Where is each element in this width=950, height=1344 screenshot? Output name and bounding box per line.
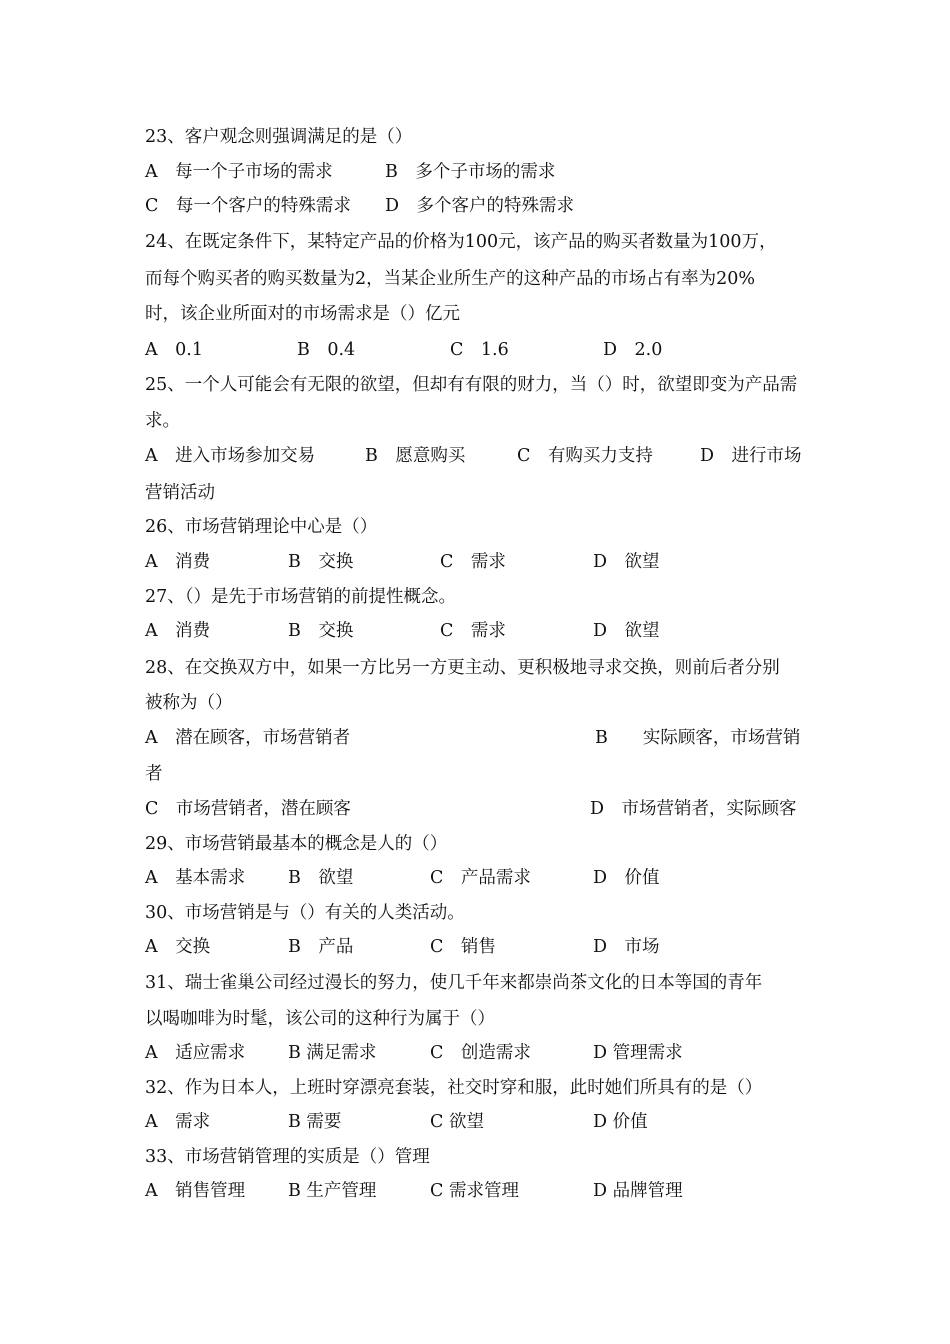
question-28-stem-line-1: 28、在交换双方中，如果一方比另一方更主动、更积极地寻求交换，则前后者分别 [145, 658, 780, 678]
question-28-option-b-continued: 者 [145, 764, 163, 784]
question-28-stem-line-2: 被称为（） [145, 693, 233, 713]
question-27-option-d: D 欲望 [593, 621, 660, 641]
question-24-option-a: A 0.1 [145, 340, 203, 360]
question-24-option-b: B 0.4 [297, 340, 356, 360]
question-31-stem-line-1: 31、瑞士雀巢公司经过漫长的努力，使几千年来都崇尚茶文化的日本等国的青年 [145, 973, 763, 993]
question-29-option-a: A 基本需求 [145, 868, 246, 888]
question-31-option-c: C 创造需求 [430, 1043, 531, 1063]
question-31-option-a: A 适应需求 [145, 1043, 246, 1063]
question-31-stem-line-2: 以喝咖啡为时髦，该公司的这种行为属于（） [145, 1009, 495, 1029]
question-30-option-a: A 交换 [145, 937, 211, 957]
question-32-option-d: D 价值 [593, 1112, 648, 1132]
question-30-option-c: C 销售 [430, 937, 496, 957]
question-23-option-d: D 多个客户的特殊需求 [385, 196, 575, 216]
question-24-option-d: D 2.0 [603, 340, 663, 360]
question-28-option-b: B 实际顾客，市场营销 [595, 728, 801, 748]
question-33-option-d: D 品牌管理 [593, 1181, 683, 1201]
question-31-option-b: B 满足需求 [288, 1043, 377, 1063]
question-25-option-d-continued: 营销活动 [145, 483, 215, 503]
question-24-stem-line-2: 而每个购买者的购买数量为2，当某企业所生产的这种产品的市场占有率为20% [145, 269, 756, 289]
question-27-stem: 27、（）是先于市场营销的前提性概念。 [145, 587, 457, 607]
question-25-option-d: D 进行市场 [700, 446, 802, 466]
question-23-option-b: B 多个子市场的需求 [385, 162, 556, 182]
question-26-stem: 26、市场营销理论中心是（） [145, 517, 378, 537]
question-33-option-c: C 需求管理 [430, 1181, 519, 1201]
question-25-option-c: C 有购买力支持 [517, 446, 653, 466]
question-33-option-b: B 生产管理 [288, 1181, 377, 1201]
question-32-stem: 32、作为日本人，上班时穿漂亮套装，社交时穿和服，此时她们所具有的是（） [145, 1078, 763, 1098]
question-23-stem: 23、客户观念则强调满足的是（） [145, 127, 413, 147]
question-25-stem-line-1: 25、一个人可能会有无限的欲望，但却有有限的财力，当（）时，欲望即变为产品需 [145, 375, 798, 395]
question-33-option-a: A 销售管理 [145, 1181, 246, 1201]
question-23-option-a: A 每一个子市场的需求 [145, 162, 333, 182]
question-26-option-d: D 欲望 [593, 552, 660, 572]
question-28-option-d: D 市场营销者，实际顾客 [590, 799, 797, 819]
question-23-option-c: C 每一个客户的特殊需求 [145, 196, 351, 216]
question-29-stem: 29、市场营销最基本的概念是人的（） [145, 834, 448, 854]
question-28-option-c: C 市场营销者，潜在顾客 [145, 799, 351, 819]
question-27-option-c: C 需求 [440, 621, 506, 641]
question-32-option-b: B 需要 [288, 1112, 342, 1132]
question-32-option-a: A 需求 [145, 1112, 211, 1132]
question-30-option-b: B 产品 [288, 937, 354, 957]
question-24-stem-line-3: 时，该企业所面对的市场需求是（）亿元 [145, 304, 460, 324]
question-32-option-c: C 欲望 [430, 1112, 484, 1132]
question-26-option-c: C 需求 [440, 552, 506, 572]
question-24-stem-line-1: 24、在既定条件下，某特定产品的价格为100元，该产品的购买者数量为100万， [145, 232, 777, 252]
question-25-option-a: A 进入市场参加交易 [145, 446, 316, 466]
question-31-option-d: D 管理需求 [593, 1043, 683, 1063]
question-33-stem: 33、市场营销管理的实质是（）管理 [145, 1147, 430, 1167]
question-30-stem: 30、市场营销是与（）有关的人类活动。 [145, 903, 465, 923]
question-25-stem-line-2: 求。 [145, 411, 180, 431]
question-28-option-a: A 潜在顾客，市场营销者 [145, 728, 351, 748]
question-27-option-b: B 交换 [288, 621, 354, 641]
question-30-option-d: D 市场 [593, 937, 660, 957]
question-26-option-b: B 交换 [288, 552, 354, 572]
question-27-option-a: A 消费 [145, 621, 211, 641]
question-29-option-b: B 欲望 [288, 868, 354, 888]
question-26-option-a: A 消费 [145, 552, 211, 572]
question-24-option-c: C 1.6 [450, 340, 509, 360]
question-29-option-d: D 价值 [593, 868, 660, 888]
question-29-option-c: C 产品需求 [430, 868, 531, 888]
question-25-option-b: B 愿意购买 [365, 446, 466, 466]
